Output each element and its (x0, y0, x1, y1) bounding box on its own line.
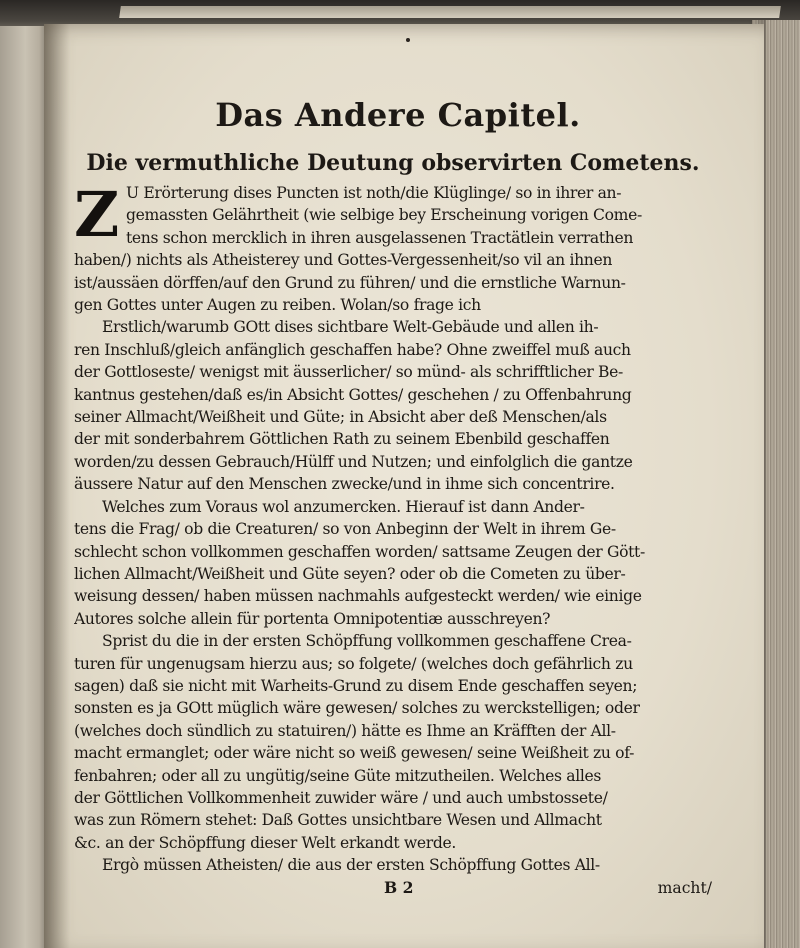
drop-cap: Z (74, 178, 120, 251)
text-line: äussere Natur auf den Menschen zwecke/und in ihme sich concentrire. (74, 475, 615, 494)
text-line: turen für ungenugsam hierzu aus; so folgete/ (welches doch gefährlich zu (74, 654, 633, 673)
page-text-block (74, 96, 712, 899)
text-line: tens die Frag/ ob die Creaturen/ so von Anbeginn der Welt in ihrem Ge- (74, 520, 616, 539)
text-line: kantnus gestehen/daß es/in Absicht Gottes/ geschehen / zu Offenbahrung (74, 385, 632, 404)
text-line: der Göttlichen Vollkommenheit zuwider wäre / und auch umbstossete/ (74, 788, 608, 807)
text-line: der Gottloseste/ wenigst mit äusserlicher/ so münd- als schrifftlicher Be- (74, 363, 623, 382)
text-line: weisung dessen/ haben müssen nachmahls aufgesteckt werden/ wie einige (74, 587, 642, 606)
text-line: (welches doch sündlich zu statuiren/) hätte es Ihme an Kräfften der All- (74, 721, 616, 740)
text-line: Welches zum Voraus wol anzumercken. Hierauf ist dann Ander- (102, 497, 585, 516)
text-line: haben/) nichts als Atheisterey und Gottes-Vergessenheit/so vil an ihnen (74, 251, 613, 270)
signature-mark: B 2 (384, 877, 414, 897)
text-line: Erstlich/warumb GOtt dises sichtbare Welt-Gebäude und allen ih- (102, 318, 599, 337)
page-footer (74, 877, 712, 899)
text-line: schlecht schon vollkommen geschaffen worden/ sattsame Zeugen der Gött- (74, 542, 645, 561)
opening-paragraph (74, 178, 712, 251)
text-line: fenbahren; oder all zu ungütig/seine Güte mitzutheilen. Welches alles (74, 766, 602, 785)
text-line: der mit sonderbahrem Göttlichen Rath zu seinem Ebenbild geschaffen (74, 430, 610, 449)
top-page-strip (119, 6, 781, 18)
left-page-edge (0, 26, 46, 948)
chapter-title: Das Andere Capitel. (215, 96, 581, 134)
text-line: Ergò müssen Atheisten/ die aus der ersten Schöpffung Gottes All- (102, 856, 600, 875)
chapter-subtitle: Die vermuthliche Deutung observirten Cometens. (86, 150, 700, 176)
text-line: sonsten es ja GOtt müglich wäre gewesen/ solches zu werckstelligen; oder (74, 699, 640, 718)
gutter-shadow (44, 24, 70, 948)
text-line: Sprist du die in der ersten Schöpffung vollkommen geschaffene Crea- (102, 632, 632, 651)
text-line: U Erörterung dises Puncten ist noth/die Klüglinge/ so in ihrer an- (126, 184, 622, 202)
text-line: ren Inschluß/gleich anfänglich geschaffen habe? Ohne zweiffel muß auch (74, 340, 631, 359)
text-line: seiner Allmacht/Weißheit und Güte; in Absicht aber deß Menschen/als (74, 408, 607, 427)
text-line: Autores solche allein für portenta Omnipotentiæ ausschreyen? (74, 609, 551, 628)
text-line: ist/aussäen dörffen/auf den Grund zu führen/ und die ernstliche Warnun- (74, 273, 626, 292)
text-line: gemassten Gelährtheit (wie selbige bey Erscheinung vorigen Come- (126, 206, 642, 225)
text-line: gen Gottes unter Augen zu reiben. Wolan/so frage ich (74, 296, 481, 315)
text-line: was zun Römern stehet: Daß Gottes unsichtbare Wesen und Allmacht (74, 811, 602, 830)
text-line: macht ermanglet; oder wäre nicht so weiß gewesen/ seine Weißheit zu of- (74, 744, 634, 763)
text-line: &c. an der Schöpffung dieser Welt erkandt werde. (74, 833, 456, 852)
body-lines (74, 249, 712, 876)
text-line: worden/zu dessen Gebrauch/Hülff und Nutzen; und einfolglich die gantze (74, 452, 633, 471)
text-line: sagen) daß sie nicht mit Warheits-Grund zu disem Ende geschaffen seyen; (74, 676, 638, 695)
text-line: tens schon mercklich in ihren ausgelassenen Tractätlein verrathen (126, 228, 634, 247)
catchword: macht/ (657, 878, 712, 897)
text-line: lichen Allmacht/Weißheit und Güte seyen? oder ob die Cometen zu über- (74, 564, 626, 583)
page-top-dot (406, 38, 410, 42)
